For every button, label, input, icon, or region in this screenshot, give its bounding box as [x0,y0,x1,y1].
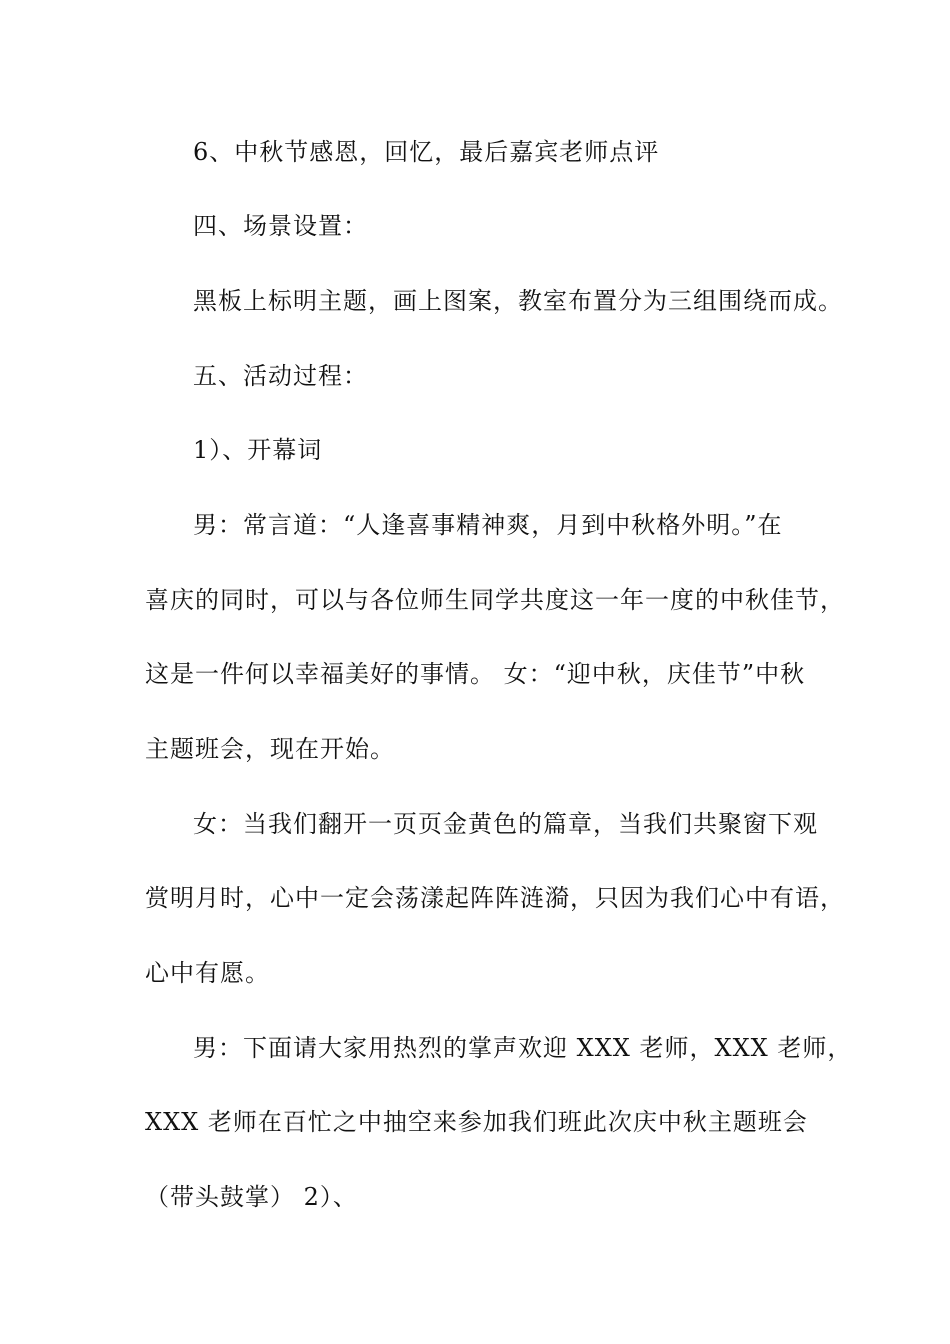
text-line: 男：常言道：“人逢喜事精神爽，月到中秋格外明。”在 [193,511,783,539]
text-line: 赏明月时，心中一定会荡漾起阵阵涟漪，只因为我们心中有语， [145,884,845,912]
text-line: 喜庆的同时，可以与各位师生同学共度这一年一度的中秋佳节， [145,586,845,614]
text-line: 女：当我们翻开一页页金黄色的篇章，当我们共聚窗下观 [193,810,818,838]
text-line: XXX 老师在百忙之中抽空来参加我们班此次庆中秋主题班会 [145,1108,808,1136]
text-line: 男：下面请大家用热烈的掌声欢迎 XXX 老师，XXX 老师， [193,1034,853,1062]
text-line: 心中有愿。 [145,959,270,987]
sub-heading: 1）、开幕词 [193,436,323,464]
text-line: 这是一件何以幸福美好的事情。 女：“迎中秋，庆佳节”中秋 [145,660,806,688]
text-line: 6、中秋节感恩，回忆，最后嘉宾老师点评 [193,138,660,166]
text-line: 黑板上标明主题，画上图案，教室布置分为三组围绕而成。 [193,287,843,315]
section-heading: 四、场景设置： [193,212,368,240]
section-heading: 五、活动过程： [193,362,368,390]
text-line: （带头鼓掌） 2）、 [145,1183,358,1211]
text-line: 主题班会，现在开始。 [145,735,395,763]
